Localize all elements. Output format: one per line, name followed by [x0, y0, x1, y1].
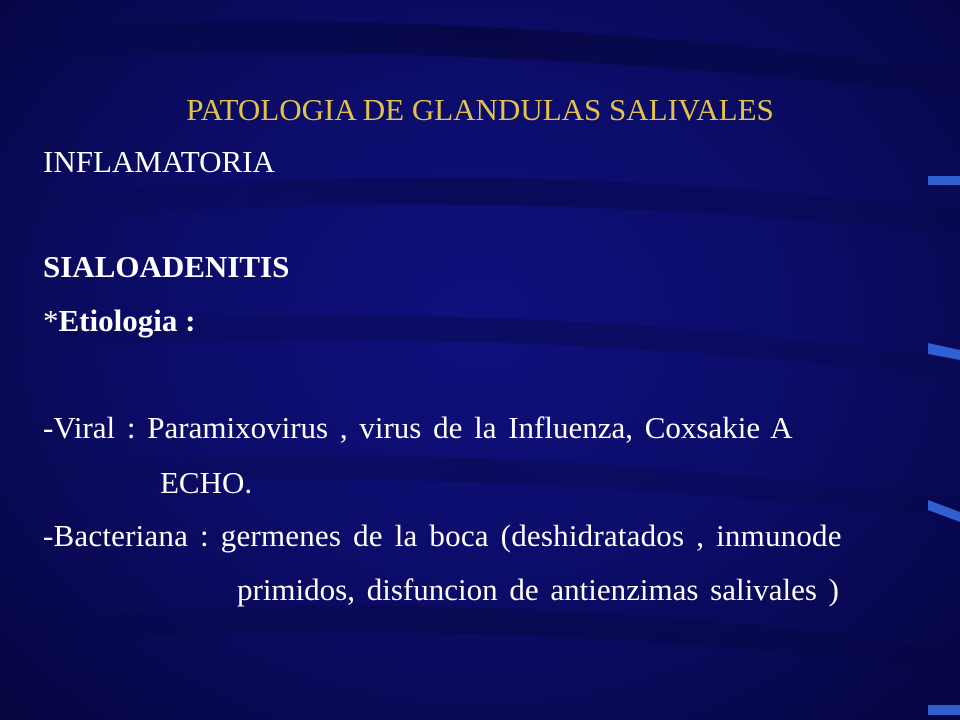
- slide-title: PATOLOGIA DE GLANDULAS SALIVALES: [186, 92, 774, 127]
- viral-continuation: ECHO.: [160, 465, 253, 500]
- etiology-label: Etiologia :: [58, 303, 196, 338]
- subtitle-inflamatoria: INFLAMATORIA: [43, 144, 275, 179]
- etiology-line: [43, 305, 195, 336]
- edge-mark: [928, 705, 960, 715]
- edge-mark: [928, 176, 960, 185]
- viral-line: -Viral : Paramixovirus , virus de la Influenza, Coxsakie A: [43, 410, 793, 445]
- bacterial-continuation: primidos, disfuncion de antienzimas salivales ): [237, 572, 839, 607]
- bullet-asterisk: *: [43, 303, 59, 338]
- bacterial-line: -Bacteriana : germenes de la boca (deshidratados , inmunode: [43, 518, 842, 553]
- heading-sialoadenitis: SIALOADENITIS: [43, 249, 290, 284]
